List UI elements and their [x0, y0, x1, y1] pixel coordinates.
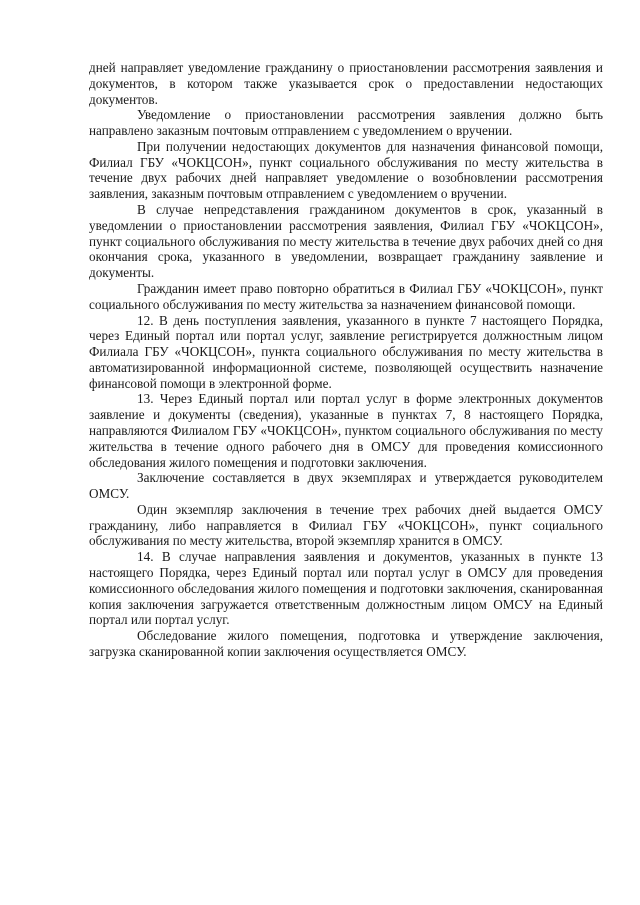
- paragraph-inspection: Обследование жилого помещения, подготовка и утверждение заключения, загрузка сканированной копии заключения осуществляется ОМСУ.: [89, 628, 603, 659]
- paragraph-missing-documents: При получении недостающих документов для назначения финансовой помощи, Филиал ГБУ «ЧОКЦСОН», пункт социального обслуживания по месту жительства в течение двух рабочих дней направляет уведомление о возобновлении рассмотрения заявления, заказным почтовым отправлением с уведомлением о вручении.: [89, 138, 603, 202]
- paragraph-continuation: дней направляет уведомление гражданину о приостановлении рассмотрения заявления и документов, в котором также указывается срок о предоставлении недостающих документов.: [89, 60, 603, 107]
- paragraph-item-14: 14. В случае направления заявления и документов, указанных в пункте 13 настоящего Порядка, через Единый портал или портал услуг в ОМСУ для проведения комиссионного обследования жилого помещения и подготовки заключения, сканированная копия заключения загружается ответственным должностным лицом ОМСУ на Единый портал или портал услуг.: [89, 549, 603, 628]
- paragraph-conclusion-copies: Заключение составляется в двух экземплярах и утверждается руководителем ОМСУ.: [89, 470, 603, 502]
- paragraph-item-13: 13. Через Единый портал или портал услуг в форме электронных документов заявление и документы (сведения), указанные в пунктах 7, 8 настоящего Порядка, направляются Филиалом ГБУ «ЧОКЦСОН», пунктом социального обслуживания по месту жительства в течение одного рабочего дня в ОМСУ для проведения комиссионного обследования жилого помещения и подготовки заключения.: [89, 391, 603, 470]
- paragraph-non-submission: В случае непредставления гражданином документов в срок, указанный в уведомлении о приостановлении рассмотрения заявления, Филиал ГБУ «ЧОКЦСОН», пункт социального обслуживания по месту жительства в течение двух рабочих дней со дня окончания срока, указанного в уведомлении, возвращает гражданину заявление и документы.: [89, 202, 603, 281]
- paragraph-conclusion-issuance: Один экземпляр заключения в течение трех рабочих дней выдается ОМСУ гражданину, либо направляется в Филиал ГБУ «ЧОКЦСОН», пункт социального обслуживания по месту жительства, второй экземпляр хранится в ОМСУ.: [89, 501, 603, 549]
- paragraph-notification-delivery: Уведомление о приостановлении рассмотрения заявления должно быть направлено заказным почтовым отправлением с уведомлением о вручении.: [89, 107, 603, 139]
- paragraph-item-12: 12. В день поступления заявления, указанного в пункте 7 настоящего Порядка, через Единый портал или портал услуг, заявление регистрируется должностным лицом Филиала ГБУ «ЧОКЦСОН», пункта социального обслуживания по месту жительства в автоматизированной информационной системе, позволяющей осуществить назначение финансовой помощи в электронной форме.: [89, 312, 603, 391]
- document-body: [89, 60, 603, 660]
- paragraph-reapplication: Гражданин имеет право повторно обратиться в Филиал ГБУ «ЧОКЦСОН», пункт социального обслуживания по месту жительства за назначением финансовой помощи.: [89, 280, 603, 312]
